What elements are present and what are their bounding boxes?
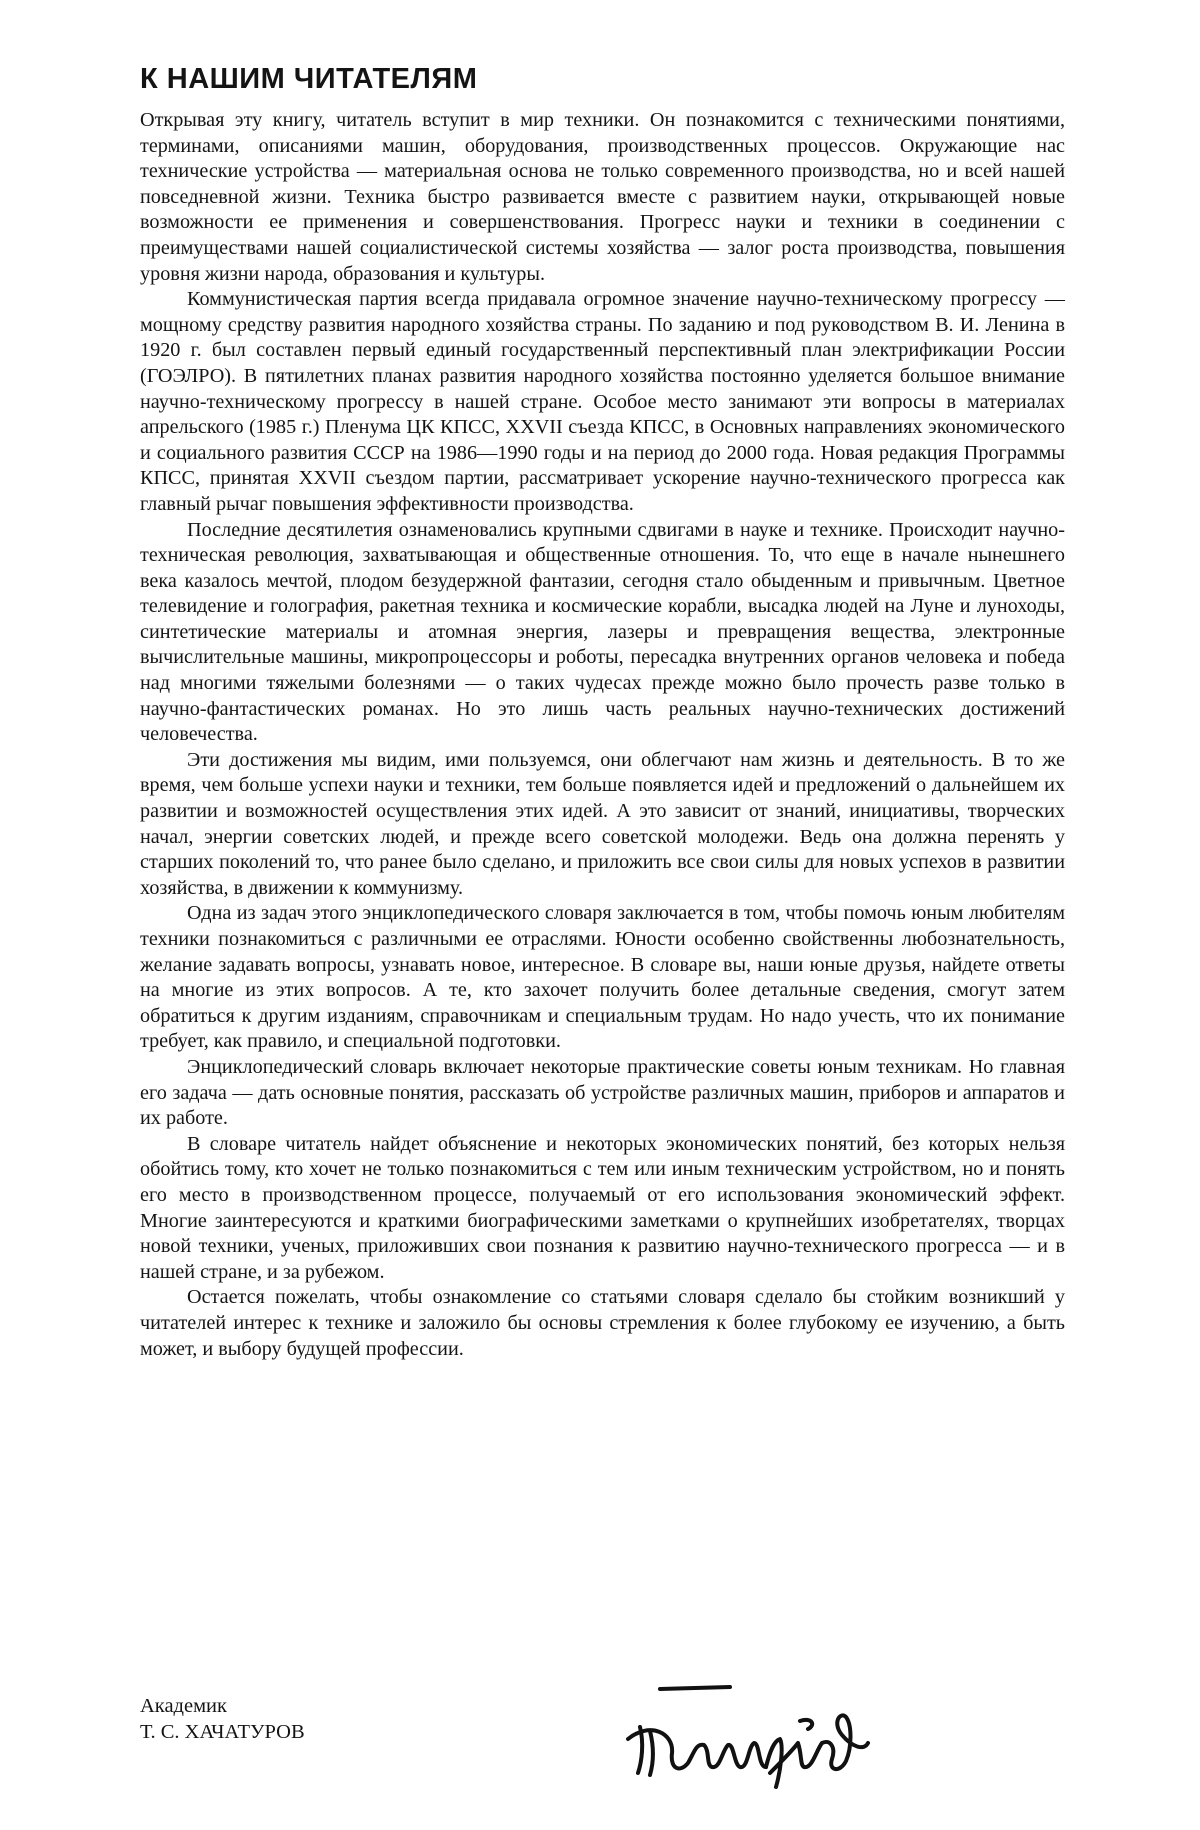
paragraph-3: Последние десятилетия ознаменовались крупными сдвигами в науке и технике. Происходит научно-техническая революция, захватывающая и общественные отношения. То, что еще в начале нынешнего века казалось мечтой, плодом безудержной фантазии, сегодня стало обыденным и привычным. Цветное телевидение и голография, ракетная техника и космические корабли, высадка людей на Луне и луноходы, синтетические материалы и атомная энергия, лазеры и превращения вещества, электронные вычислительные машины, микропроцессоры и роботы, пересадка внутренних органов человека и победа над многими тяжелыми болезнями — о таких чудесах прежде можно было прочесть разве только в научно-фантастических романах. Но это лишь часть реальных научно-технических достижений человечества. [140, 518, 1065, 748]
paragraph-5: Одна из задач этого энциклопедического словаря заключается в том, чтобы помочь юным любителям техники познакомиться с различными ее отраслями. Юности особенно свойственны любознательность, желание задавать вопросы, узнавать новое, интересное. В словаре вы, наши юные друзья, найдете ответы на многие из этих вопросов. А те, кто захочет получить более детальные сведения, смогут затем обратиться к другим изданиям, справочникам и специальным трудам. Но надо учесть, что их понимание требует, как правило, и специальной подготовки. [140, 901, 1065, 1055]
preface-page [140, 62, 1065, 1362]
paragraph-8: Остается пожелать, чтобы ознакомление со статьями словаря сделало бы стойким возникший у читателей интерес к технике и заложило бы основы стремления к более глубокому ее изучению, а быть может, и выбору будущей профессии. [140, 1285, 1065, 1362]
author-credit [140, 1693, 305, 1745]
paragraph-6: Энциклопедический словарь включает некоторые практические советы юным техникам. Но главная его задача — дать основные понятия, рассказать об устройстве различных машин, приборов и аппаратов и их работе. [140, 1055, 1065, 1132]
paragraph-7: В словаре читатель найдет объяснение и некоторых экономических понятий, без которых нельзя обойтись тому, кто хочет не только познакомиться с тем или иным техническим устройством, но и понять его место в производственном процессе, получаемый от его использования экономический эффект. Многие заинтересуются и краткими биографическими заметками о крупнейших изобретателях, творцах новой техники, ученых, приложивших свои познания к развитию научно-технического прогресса — и в нашей стране, и за рубежом. [140, 1132, 1065, 1286]
paragraph-2: Коммунистическая партия всегда придавала огромное значение научно-техническому прогрессу — мощному средству развития народного хозяйства страны. По заданию и под руководством В. И. Ленина в 1920 г. был составлен первый единый государственный перспективный план электрификации России (ГОЭЛРО). В пятилетних планах развития народного хозяйства постоянно уделяется большое внимание научно-техническому прогрессу в нашей стране. Особое место занимают эти вопросы в материалах апрельского (1985 г.) Пленума ЦК КПСС, XXVII съезда КПСС, в Основных направлениях экономического и социального развития СССР на 1986—1990 годы и на период до 2000 года. Новая редакция Программы КПСС, принятая XXVII съездом партии, рассматривает ускорение научно-технического прогресса как главный рычаг повышения эффективности производства. [140, 287, 1065, 517]
handwritten-signature [620, 1681, 870, 1791]
paragraph-1: Открывая эту книгу, читатель вступит в мир техники. Он познакомится с техническими понятиями, терминами, описаниями машин, оборудования, производственных процессов. Окружающие нас технические устройства — материальная основа не только современного производства, но и всей нашей повседневной жизни. Техника быстро развивается вместе с развитием науки, открывающей новые возможности ее применения и совершенствования. Прогресс науки и техники в соединении с преимуществами нашей социалистической системы хозяйства — залог роста производства, повышения уровня жизни народа, образования и культуры. [140, 108, 1065, 287]
author-title: Академик [140, 1693, 305, 1719]
page-title: К НАШИМ ЧИТАТЕЛЯМ [140, 62, 1065, 96]
author-name: Т. С. ХАЧАТУРОВ [140, 1719, 305, 1745]
signature-block [140, 1693, 1065, 1803]
preface-body [140, 108, 1065, 1362]
paragraph-4: Эти достижения мы видим, ими пользуемся, они облегчают нам жизнь и деятельность. В то же время, чем больше успехи науки и техники, тем больше появляется идей и предложений о дальнейшем их развитии и возможностей осуществления этих идей. А это зависит от знаний, инициативы, творческих начал, энергии советских людей, и прежде всего советской молодежи. Ведь она должна перенять у старших поколений то, что ранее было сделано, и приложить все свои силы для новых успехов в развитии хозяйства, в движении к коммунизму. [140, 748, 1065, 902]
